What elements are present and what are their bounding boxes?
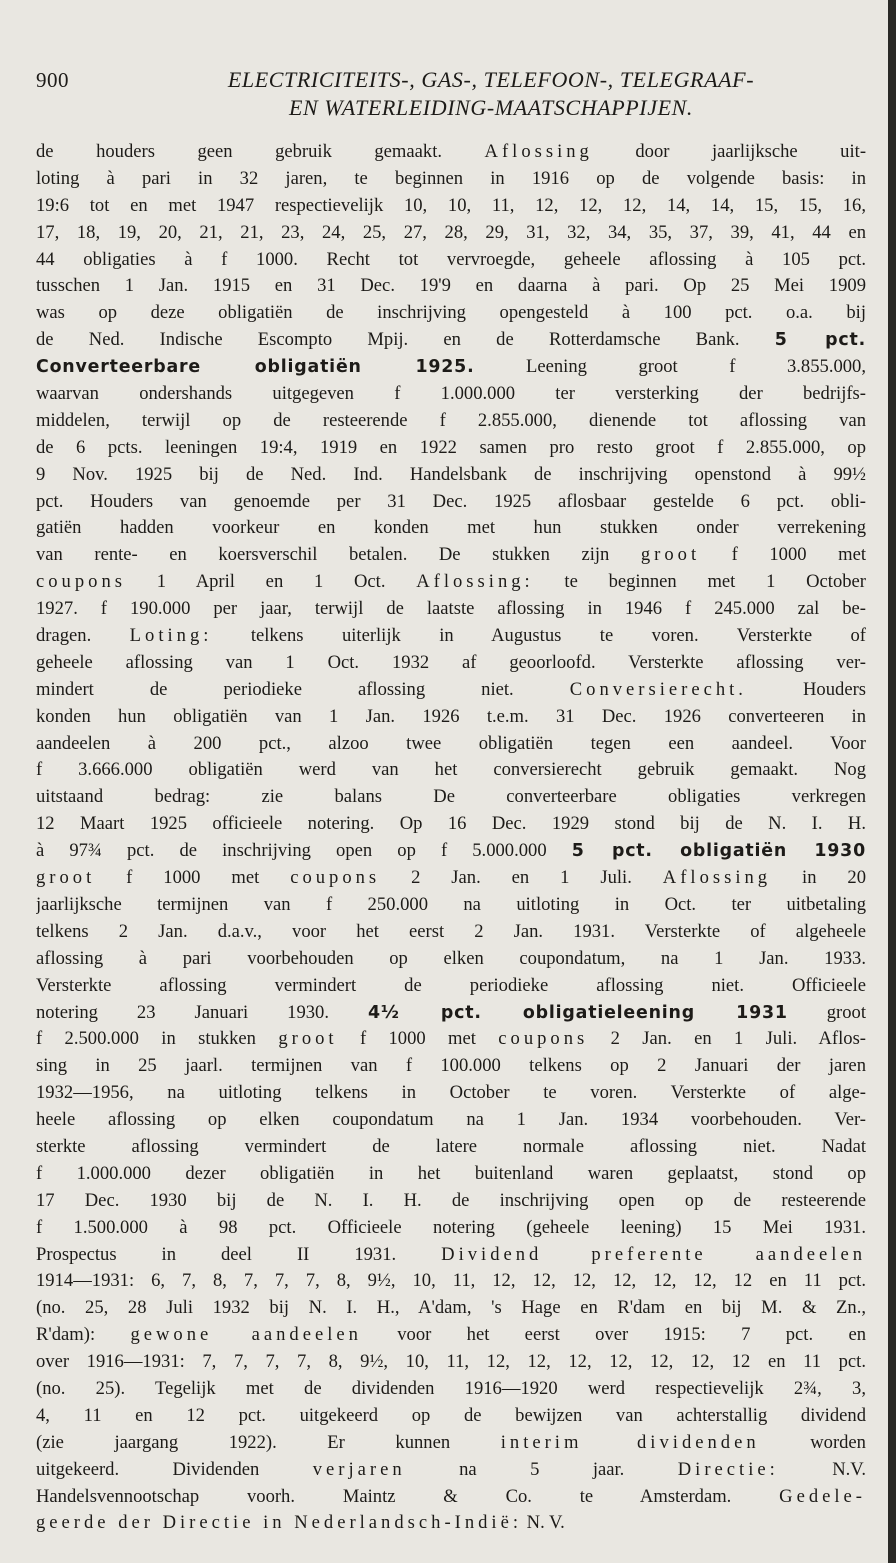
text-line [36, 677, 866, 704]
text-line [36, 1161, 866, 1188]
spaced-emphasis-text: verjaren [312, 1458, 406, 1480]
page-header [36, 62, 866, 122]
line-text: tusschen 1 Jan. 1915 en 31 Dec. 19'9 en daarna à pari. Op 25 Mei 1909 [36, 275, 866, 297]
line-text: gatiën hadden voorkeur en konden met hun stukken onder verrekening [36, 517, 866, 539]
line-text: dragen. [36, 625, 130, 647]
line-text: worden [759, 1431, 866, 1453]
spaced-emphasis-text: Directie: [677, 1458, 779, 1480]
bold-heading-text: 4½ pct. obligatieleening 1931 [367, 1002, 788, 1023]
line-text: Handelsvennootschap voorh. Maintz & Co. te Amsterdam. [36, 1485, 780, 1507]
spaced-emphasis-text: coupons [498, 1028, 589, 1050]
text-line [36, 731, 866, 758]
line-text: f 1000 met [337, 1028, 499, 1050]
line-text: 1927. f 190.000 per jaar, terwijl de laatste aflossing in 1946 f 245.000 zal be- [36, 598, 866, 620]
text-line [36, 1484, 866, 1511]
line-text: N. V. [522, 1512, 565, 1534]
line-text: waarvan ondershands uitgegeven f 1.000.000 ter versterking der bedrijfs- [36, 383, 866, 405]
text-line [36, 784, 866, 811]
line-text: pct. Houders van genoemde per 31 Dec. 1925 aflosbaar gestelde 6 pct. obli- [36, 490, 866, 512]
line-text: Prospectus in deel II 1931. [36, 1243, 442, 1265]
text-line [36, 865, 866, 892]
line-text: mindert de periodieke aflossing niet. [36, 678, 570, 700]
line-text: telkens uiterlijk in Augustus te voren. Versterkte of [212, 625, 866, 647]
line-text: sterkte aflossing vermindert de latere normale aflossing niet. Nadat [36, 1135, 866, 1157]
text-line [36, 462, 866, 489]
text-line [36, 1107, 866, 1134]
line-text: uitgekeerd. Dividenden [36, 1458, 313, 1480]
line-text: f 1.000.000 dezer obligatiën in het buitenland waren geplaatst, stond op [36, 1162, 866, 1184]
line-text: f 3.666.000 obligatiën werd van het conversierecht gebruik gemaakt. Nog [36, 759, 866, 781]
text-line [36, 327, 866, 354]
spaced-emphasis-text: groot [278, 1028, 338, 1050]
text-line [36, 1242, 866, 1269]
line-text: in 20 [771, 867, 866, 889]
line-text: R'dam): [36, 1324, 131, 1346]
spaced-emphasis-text: coupons [290, 867, 381, 889]
line-text: notering 23 Januari 1930. [36, 1001, 368, 1023]
text-line [36, 193, 866, 220]
text-line [36, 220, 866, 247]
text-line [36, 596, 866, 623]
text-line [36, 1510, 866, 1537]
line-text: f 2.500.000 in stukken [36, 1028, 279, 1050]
line-text: jaarlijksche termijnen van f 250.000 na uitloting in Oct. ter uitbetaling [36, 893, 866, 915]
line-text: Houders [746, 678, 866, 700]
text-line [36, 1000, 866, 1027]
line-text: de houders geen gebruik gemaakt. [36, 141, 485, 162]
text-line [36, 569, 866, 596]
line-text: 1932—1956, na uitloting telkens in October te voren. Versterkte of alge- [36, 1082, 866, 1104]
spaced-emphasis-text: Dividend preferente aandeelen [441, 1243, 866, 1265]
text-line [36, 650, 866, 677]
running-head [116, 66, 866, 122]
text-line [36, 1295, 866, 1322]
line-text: 19:6 tot en met 1947 respectievelijk 10, 10, 11, 12, 12, 12, 14, 14, 15, 15, 16, [36, 194, 866, 216]
text-line [36, 542, 866, 569]
text-line [36, 1268, 866, 1295]
spaced-emphasis-text: coupons [36, 571, 126, 593]
bold-heading-text: Converteerbare obligatiën 1925. [36, 357, 475, 378]
spaced-emphasis-text: groot [640, 544, 701, 566]
text-line [36, 919, 866, 946]
line-text: geheele aflossing van 1 Oct. 1932 af geoorloofd. Versterkte aflossing ver- [36, 651, 866, 673]
text-line [36, 354, 866, 381]
line-text: loting à pari in 32 jaren, te beginnen in 1916 op de volgende basis: in [36, 167, 866, 189]
line-text: (zie jaargang 1922). Er kunnen [36, 1431, 501, 1453]
line-text: f 1.500.000 à 98 pct. Officieele notering (geheele leening) 15 Mei 1931. [36, 1216, 866, 1238]
line-text: 2 Jan. en 1 Juli. [380, 867, 663, 889]
line-text: f 1000 met [700, 544, 866, 566]
line-text: na 5 jaar. [405, 1458, 678, 1480]
line-text: heele aflossing op elken coupondatum na 1 Jan. 1934 voorbehouden. Ver- [36, 1109, 866, 1131]
line-text: groot [787, 1001, 866, 1023]
text-line [36, 757, 866, 784]
text-line [36, 811, 866, 838]
line-text: f 1000 met [95, 867, 291, 889]
line-text: de 6 pcts. leeningen 19:4, 1919 en 1922 samen pro resto groot f 2.855.000, op [36, 436, 866, 458]
spaced-emphasis-text: interim dividenden [500, 1431, 760, 1453]
text-line [36, 273, 866, 300]
line-text: Leening groot f 3.855.000, [474, 356, 866, 378]
text-line [36, 300, 866, 327]
bold-heading-text: 5 pct. [774, 330, 866, 351]
line-text: uitstaand bedrag: zie balans De converteerbare obligaties verkregen [36, 786, 866, 808]
text-line [36, 1403, 866, 1430]
spaced-emphasis-text: Conversierecht. [569, 678, 747, 700]
line-text: 9 Nov. 1925 bij de Ned. Ind. Handelsbank de inschrijving openstond à 99½ [36, 463, 866, 485]
line-text: 4, 11 en 12 pct. uitgekeerd op de bewijzen van achterstallig dividend [36, 1404, 866, 1426]
body-text [36, 139, 866, 1537]
page-number: 900 [36, 68, 69, 92]
text-line [36, 1053, 866, 1080]
line-text: 17, 18, 19, 20, 21, 21, 23, 24, 25, 27, 28, 29, 31, 32, 34, 35, 37, 39, 41, 44 en [36, 221, 866, 243]
running-head-line-1: ELECTRICITEITS-, GAS-, TELEFOON-, TELEGRAAF- [227, 67, 755, 92]
text-line [36, 166, 866, 193]
line-text: 44 obligaties à f 1000. Recht tot vervroegde, geheele aflossing à 105 pct. [36, 248, 866, 270]
spaced-emphasis-text: Loting: [129, 625, 213, 647]
text-line [36, 1457, 866, 1484]
text-line [36, 247, 866, 274]
line-text: N.V. [778, 1458, 866, 1480]
line-text: 1 April en 1 Oct. [125, 571, 417, 593]
text-line [36, 139, 866, 166]
line-text: sing in 25 jaarl. termijnen van f 100.000 telkens op 2 Januari der jaren [36, 1055, 866, 1077]
line-text: Versterkte aflossing vermindert de periodieke aflossing niet. Officieele [36, 974, 866, 996]
spaced-emphasis-text: Aflossing [662, 867, 772, 889]
spaced-emphasis-text: Aflossing: [416, 571, 534, 593]
line-text: te beginnen met 1 October [533, 571, 866, 593]
text-line [36, 892, 866, 919]
spaced-emphasis-text: Gedele- [779, 1485, 866, 1507]
text-line [36, 704, 866, 731]
line-text: door jaarlijksche uit- [592, 141, 866, 162]
text-line [36, 838, 866, 865]
line-text: 1914—1931: 6, 7, 8, 7, 7, 7, 8, 9½, 10, 11, 12, 12, 12, 12, 12, 12, 12 en 11 pct. [36, 1270, 866, 1292]
bold-heading-text: 5 pct. obligatiën 1930 [571, 841, 866, 862]
line-text: middelen, terwijl op de resteerende f 2.855.000, dienende tot aflossing van [36, 409, 866, 431]
spaced-emphasis-text: groot [36, 867, 96, 889]
spaced-emphasis-text: gewone aandeelen [130, 1324, 362, 1346]
text-line [36, 1215, 866, 1242]
line-text: was op deze obligatiën de inschrijving opengesteld à 100 pct. o.a. bij [36, 302, 866, 324]
spaced-emphasis-text: Aflossing [484, 141, 593, 162]
page-edge-shadow [888, 0, 896, 1563]
line-text: 12 Maart 1925 officieele notering. Op 16 Dec. 1929 stond bij de N. I. H. [36, 813, 866, 835]
running-head-line-2: EN WATERLEIDING-MAATSCHAPPIJEN. [288, 95, 694, 120]
text-line [36, 1188, 866, 1215]
line-text: (no. 25). Tegelijk met de dividenden 1916—1920 werd respectievelijk 2¾, 3, [36, 1377, 866, 1399]
text-line [36, 1322, 866, 1349]
line-text: 2 Jan. en 1 Juli. Aflos- [588, 1028, 866, 1050]
text-line [36, 1349, 866, 1376]
line-text: konden hun obligatiën van 1 Jan. 1926 t.e.m. 31 Dec. 1926 converteeren in [36, 705, 866, 727]
line-text: over 1916—1931: 7, 7, 7, 7, 8, 9½, 10, 11, 12, 12, 12, 12, 12, 12, 12 en 11 pct. [36, 1351, 866, 1373]
text-line [36, 515, 866, 542]
spaced-emphasis-text: geerde der Directie in Nederlandsch-Indië: [36, 1512, 523, 1534]
text-line [36, 1376, 866, 1403]
line-text: aflossing à pari voorbehouden op elken coupondatum, na 1 Jan. 1933. [36, 947, 866, 969]
line-text: à 97¾ pct. de inschrijving open op f 5.000.000 [36, 840, 572, 862]
line-text: aandeelen à 200 pct., alzoo twee obligatiën tegen een aandeel. Voor [36, 732, 866, 754]
text-line [36, 946, 866, 973]
line-text: (no. 25, 28 Juli 1932 bij N. I. H., A'dam, 's Hage en R'dam en bij M. & Zn., [36, 1297, 866, 1319]
text-line [36, 973, 866, 1000]
text-line [36, 1080, 866, 1107]
line-text: van rente- en koersverschil betalen. De stukken zijn [36, 544, 641, 566]
text-line [36, 623, 866, 650]
line-text: 17 Dec. 1930 bij de N. I. H. de inschrijving open op de resteerende [36, 1189, 866, 1211]
line-text: telkens 2 Jan. d.a.v., voor het eerst 2 Jan. 1931. Versterkte of algeheele [36, 920, 866, 942]
text-line [36, 1026, 866, 1053]
text-line [36, 1430, 866, 1457]
text-line [36, 435, 866, 462]
text-line [36, 489, 866, 516]
line-text: de Ned. Indische Escompto Mpij. en de Rotterdamsche Bank. [36, 329, 775, 351]
text-line [36, 408, 866, 435]
text-line [36, 1134, 866, 1161]
text-line [36, 381, 866, 408]
line-text: voor het eerst over 1915: 7 pct. en [361, 1324, 866, 1346]
